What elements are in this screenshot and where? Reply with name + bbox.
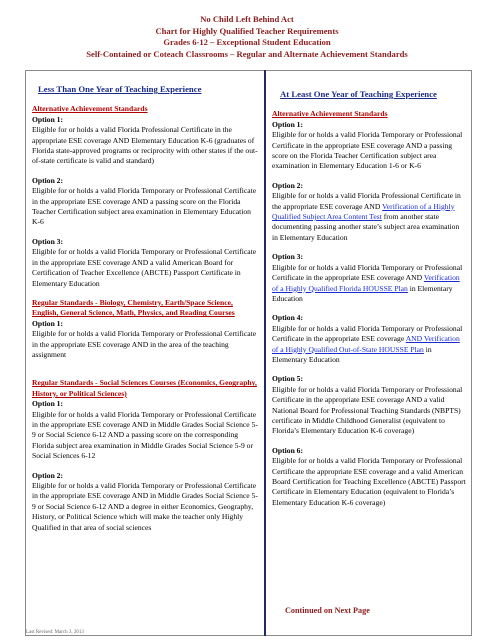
- footer-revision-date: Last Revised: March 3, 2013: [26, 630, 84, 635]
- left-regular-science-option-1-label: Option 1:: [32, 318, 64, 328]
- header-line-3: Grades 6-12 – Exceptional Student Education: [163, 37, 331, 48]
- hq-florida-housse-link[interactable]: Verification of a Highly Qualified Florida HOUSSE Plan: [272, 273, 460, 293]
- right-alt-standards-heading: Alternative Achievement Standards: [272, 109, 388, 119]
- right-option-4-text-b: in Elementary Education: [272, 344, 432, 364]
- left-alt-standards-heading: Alternative Achievement Standards: [32, 104, 148, 114]
- right-option-3-text-b: in Elementary Education: [272, 283, 453, 303]
- document-header: [0, 14, 494, 60]
- right-column-title: At Least One Year of Teaching Experience: [280, 89, 437, 99]
- left-option-2-label: Option 2:: [32, 175, 64, 185]
- left-regular-science-option-1-text: Eligible for or holds a valid Florida Temporary or Professional Certificate in the appropriate ESE coverage AND in the area of the teaching assignment: [32, 329, 257, 359]
- left-column: [32, 84, 258, 542]
- right-option-3-text: [272, 263, 466, 305]
- header-line-2: Chart for Highly Qualified Teacher Requirements: [155, 25, 339, 36]
- right-option-4-text: [272, 324, 466, 366]
- right-option-2-label: Option 2:: [272, 180, 304, 190]
- right-option-2-text-b: from another state documenting passing another state’s subject area examination in Elementary Education: [272, 212, 460, 242]
- left-option-1-label: Option 1:: [32, 114, 64, 124]
- right-option-5-text: Eligible for or holds a valid Florida Temporary or Professional Certificate in the appropriate ESE coverage AND a valid National Board for Professional Teaching Standards (NBPTS) certificate in Middle Childhood Generalist (equivalent to Florida’s Elementary Education K-6 coverage): [272, 384, 463, 436]
- right-option-2-text-a: Eligible for or holds a valid Florida Professional Certificate in the appropriate ESE coverage AND: [272, 191, 461, 211]
- column-divider: [264, 70, 266, 636]
- right-option-2-text: [272, 191, 466, 243]
- right-option-3-label: Option 3:: [272, 252, 304, 262]
- right-option-1-text: Eligible for or holds a valid Florida Temporary or Professional Certificate in the appropriate ESE coverage AND a passing score on the Florida Teacher Certification subject area examination in Elementary Education 1-6 or K-6: [272, 130, 463, 171]
- left-option-3-text: Eligible for or holds a valid Florida Temporary or Professional Certificate in the appropriate ESE coverage AND a valid American Board for Certification of Teacher Excellence (ABCTE) Passport Certificate in Elementary Education: [32, 247, 257, 288]
- header-line-1: No Child Left Behind Act: [200, 14, 294, 24]
- right-option-4-text-a: Eligible for or holds a valid Florida Temporary or Professional Certificate in the appropriate ESE coverage: [272, 323, 463, 344]
- left-option-3-label: Option 3:: [32, 236, 64, 246]
- right-option-6-label: Option 6:: [272, 445, 304, 455]
- left-regular-social-option-1-label: Option 1:: [32, 399, 64, 409]
- left-regular-social-option-1-text: Eligible for or holds a valid Florida Temporary or Professional Certificate in the appropriate ESE coverage AND in Middle Grades Social Science 5-9 or Social Science 6-12 AND a passing score on the corresponding Florida subject area examination in Middle Grades Social Science 5-9 or Social Sciences 6-12: [32, 409, 258, 461]
- left-option-1-text: Eligible for or holds a valid Florida Professional Certificate in the appropriate ESE coverage AND Elementary Education K-6 (graduates of Florida state-approved programs or reciprocity with other states if the out-of-state certificate is valid and standard): [32, 125, 258, 166]
- right-option-1-label: Option 1:: [272, 119, 304, 129]
- right-column: [272, 84, 466, 517]
- right-option-5-label: Option 5:: [272, 374, 304, 384]
- right-option-3-text-a: Eligible for or holds a valid Florida Temporary or Professional Certificate in the appropriate ESE coverage AND: [272, 262, 463, 283]
- left-regular-standards-science-heading: Regular Standards - Biology, Chemistry, Earth/Space Science, English, General Science, Math, Physics, and Reading Courses: [32, 297, 235, 318]
- left-regular-social-option-2-label: Option 2:: [32, 470, 64, 480]
- left-regular-social-option-2-text: Eligible for or holds a valid Florida Temporary or Professional Certificate in the appropriate ESE coverage AND in Middle Grades Social Science 5-9 or Social Science 6-12 AND a degree in either Economics, Geography, History, or Political Science which will make the teacher only Highly Qualified in that area of social sciences: [32, 481, 258, 532]
- right-option-6-text: Eligible for or holds a valid Florida Temporary or Professional Certificate the appropriate ESE coverage and a valid American Board Certification for Teaching Excellence (ABCTE) Passport Certificate in Elementary Education (equivalent to Florida’s Elementary Education K-6 coverage): [272, 456, 466, 507]
- continued-note: Continued on Next Page: [285, 606, 370, 615]
- left-regular-standards-social-heading: Regular Standards - Social Sciences Courses (Economics, Geography, History, or Political Sciences): [32, 378, 257, 398]
- hq-subject-area-test-link[interactable]: Verification of a Highly Qualified Subject Area Content Test: [272, 201, 455, 222]
- right-option-4-label: Option 4:: [272, 313, 304, 323]
- hq-out-of-state-housse-link[interactable]: AND Verification of a Highly Qualified Out-of-State HOUSSE Plan: [272, 334, 460, 354]
- left-column-title: Less Than One Year of Teaching Experience: [38, 84, 202, 94]
- header-line-4: Self-Contained or Coteach Classrooms – Regular and Alternate Achievement Standards: [86, 48, 408, 59]
- left-option-2-text: Eligible for or holds a valid Florida Temporary or Professional Certificate in the appropriate ESE coverage AND a passing score on the Florida Teacher Certification subject area examination in Elementary Education K-6: [32, 186, 257, 227]
